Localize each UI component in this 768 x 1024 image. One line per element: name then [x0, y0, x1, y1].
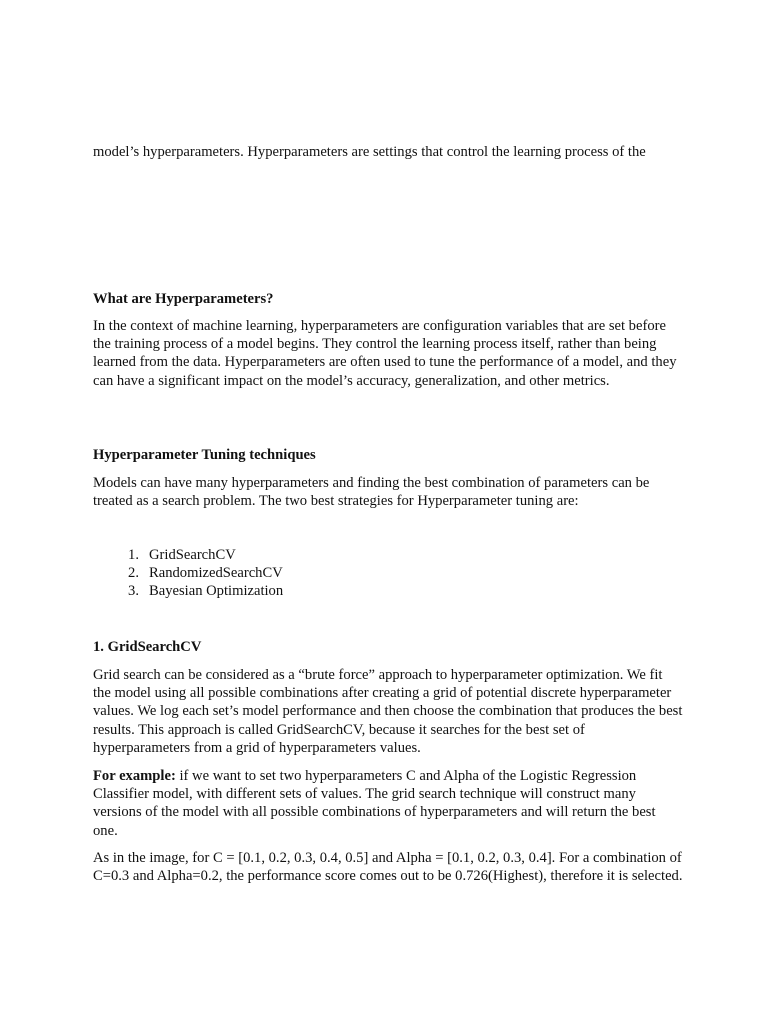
list-item-number: 1. [128, 547, 139, 563]
paragraph-hyperparameters-definition: In the context of machine learning, hyperparameters are configuration variables that are set before the training process of a model begins. They control the learning process itself, rather than being learned from the data. Hyperparameters are often used to tune the performance of a model, and they can have a significant impact on the model’s accuracy, generalization, and other metrics. [93, 318, 677, 389]
section-heading-tuning-techniques: Hyperparameter Tuning techniques [93, 447, 316, 463]
list-item-text: RandomizedSearchCV [149, 565, 283, 582]
list-item-text: GridSearchCV [149, 547, 236, 563]
list-item-number: 3. [128, 583, 139, 600]
intro-line: model’s hyperparameters. Hyperparameters are settings that control the learning process of the [93, 144, 646, 160]
strategies-list [93, 546, 283, 601]
example-text: if we want to set two hyperparameters C and Alpha of the Logistic Regression Classifier model, with different sets of values. The grid search technique will construct many versions of the model with all possible combinations of hyperparameters and will return the best one. [93, 768, 656, 839]
example-lead: For example: [93, 768, 176, 784]
list-item-text: Bayesian Optimization [149, 583, 284, 600]
paragraph-image-result: As in the image, for C = [0.1, 0.2, 0.3, 0.4, 0.5] and Alpha = [0.1, 0.2, 0.3, 0.4]. For a combination of C=0.3 and Alpha=0.2, the performance score comes out to be 0.726(Highest), therefore it is selected. [93, 850, 683, 885]
list-item-number: 2. [128, 565, 139, 582]
paragraph-grid-search-description: Grid search can be considered as a “brute force” approach to hyperparameter optimization. We fit the model using all possible combinations after creating a grid of potential discrete hyperparameter values. We log each set’s model performance and then choose the combination that produces the best results. This approach is called GridSearchCV, because it searches for the best set of hyperparameters from a grid of hyperparameters values. [93, 667, 683, 756]
list-item [93, 564, 283, 582]
paragraph-example [93, 767, 683, 840]
list-item [93, 546, 283, 564]
list-item [93, 582, 283, 600]
section-heading-gridsearchcv: 1. GridSearchCV [93, 639, 202, 655]
paragraph-tuning-intro: Models can have many hyperparameters and finding the best combination of parameters can be treated as a search problem. The two best strategies for Hyperparameter tuning are: [93, 475, 650, 510]
section-heading-what-are-hyperparameters: What are Hyperparameters? [93, 291, 274, 307]
